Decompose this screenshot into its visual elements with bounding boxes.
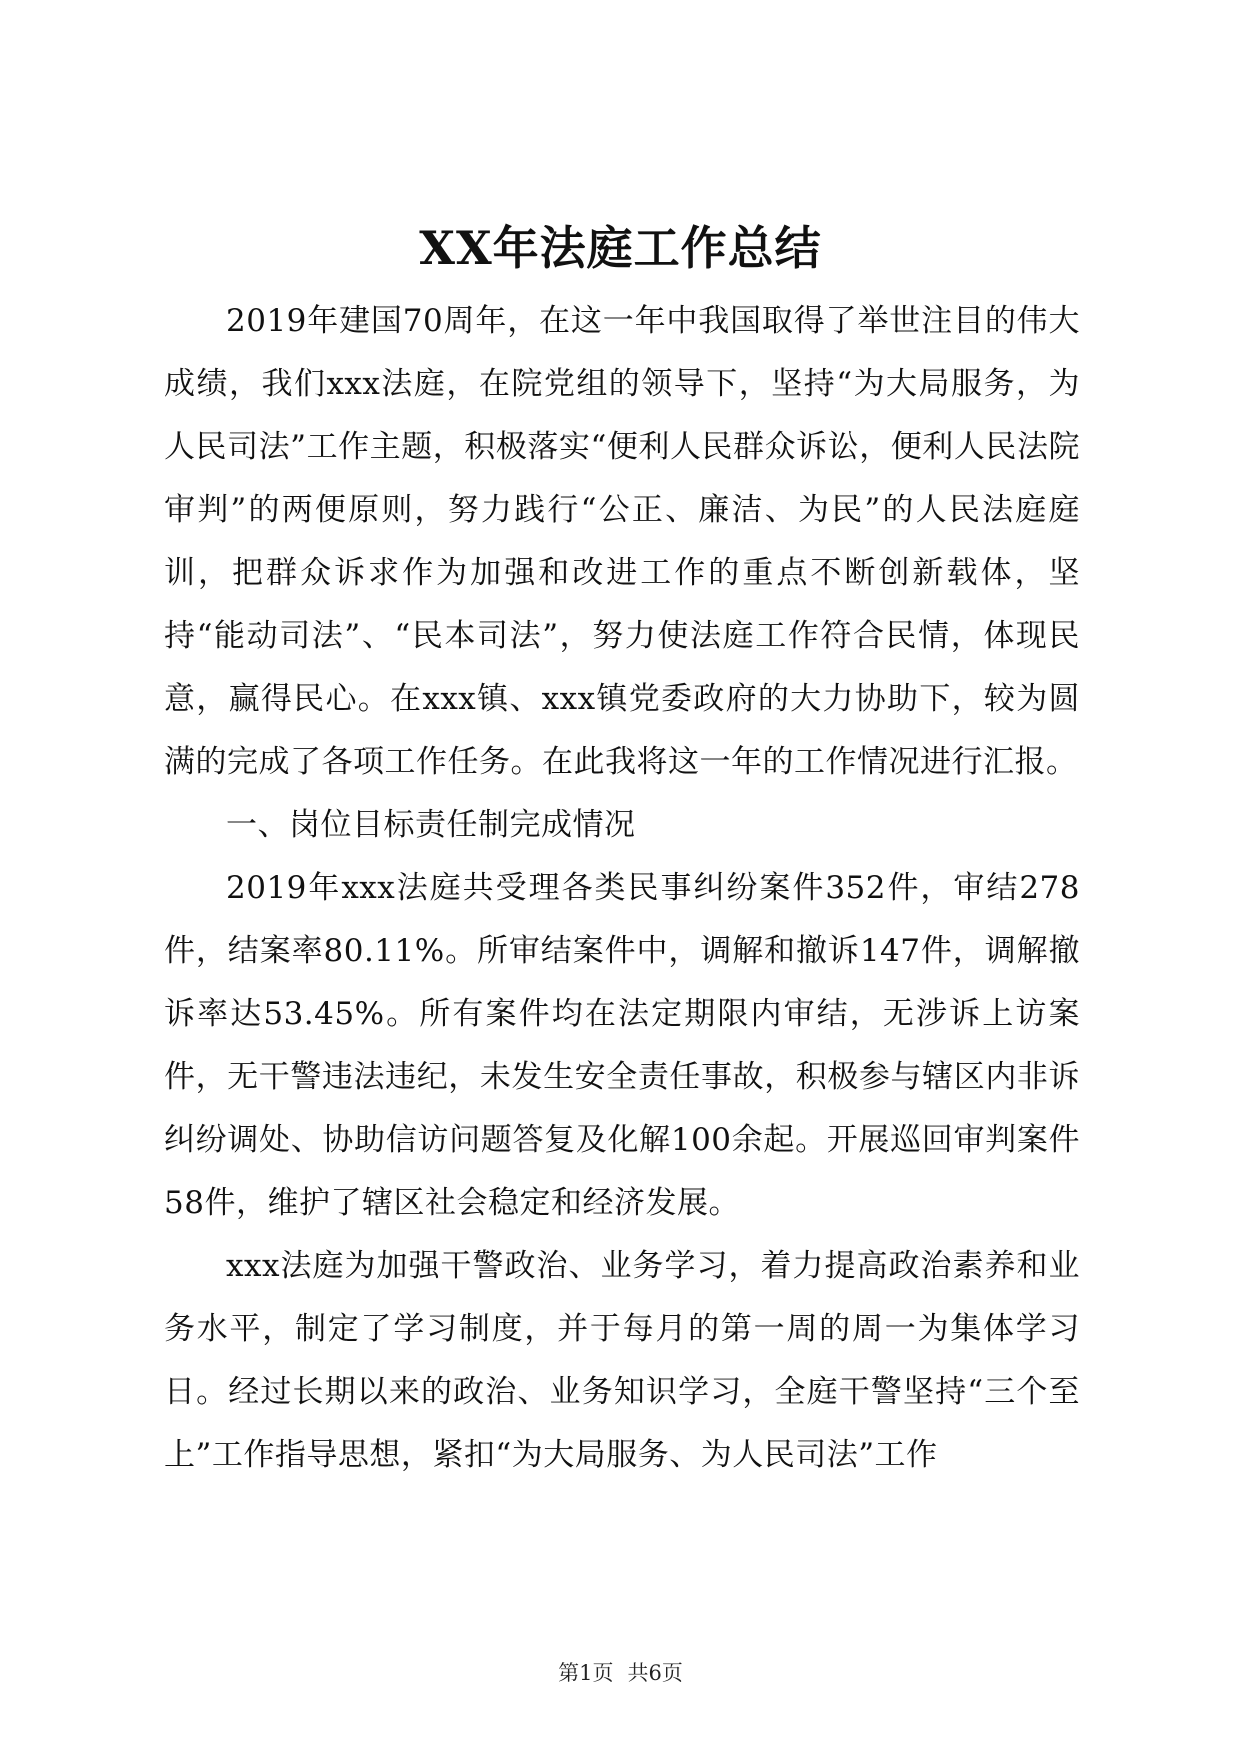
paragraph-intro: 2019年建国70周年，在这一年中我国取得了举世注目的伟大成绩，我们xxx法庭，在院党组的领导下，坚持“为大局服务，为人民司法”工作主题，积极落实“便利人民群众诉讼，便利人民法院审判”的两便原则，努力践行“公正、廉洁、为民”的人民法庭庭训，把群众诉求作为加强和改进工作的重点不断创新载体，坚持“能动司法”、“民本司法”，努力使法庭工作符合民情，体现民意，赢得民心。在xxx镇、xxx镇党委政府的大力协助下，较为圆满的完成了各项工作任务。在此我将这一年的工作情况进行汇报。 <box>164 303 1080 780</box>
section-heading: 一、岗位目标责任制完成情况 <box>226 807 636 843</box>
paragraph-study: xxx法庭为加强干警政治、业务学习，着力提高政治素养和业务水平，制定了学习制度，并于每月的第一周的周一为集体学习日。经过长期以来的政治、业务知识学习，全庭干警坚持“三个至上”工作指导思想，紧扣“为大局服务、为人民司法”工作 <box>164 1248 1080 1473</box>
document-title: XX年法庭工作总结 <box>419 221 822 275</box>
document-body <box>164 290 1080 1487</box>
page-total: 共6页 <box>627 1661 683 1685</box>
page-footer <box>0 1658 1241 1688</box>
page-number: 第1页 <box>558 1661 614 1685</box>
paragraph-case-stats: 2019年xxx法庭共受理各类民事纠纷案件352件，审结278件，结案率80.11%。所审结案件中，调解和撤诉147件，调解撤诉率达53.45%。所有案件均在法定期限内审结，无涉诉上访案件，无干警违法违纪，未发生安全责任事故，积极参与辖区内非诉纠纷调处、协助信访问题答复及化解100余起。开展巡回审判案件58件，维护了辖区社会稳定和经济发展。 <box>164 870 1080 1221</box>
